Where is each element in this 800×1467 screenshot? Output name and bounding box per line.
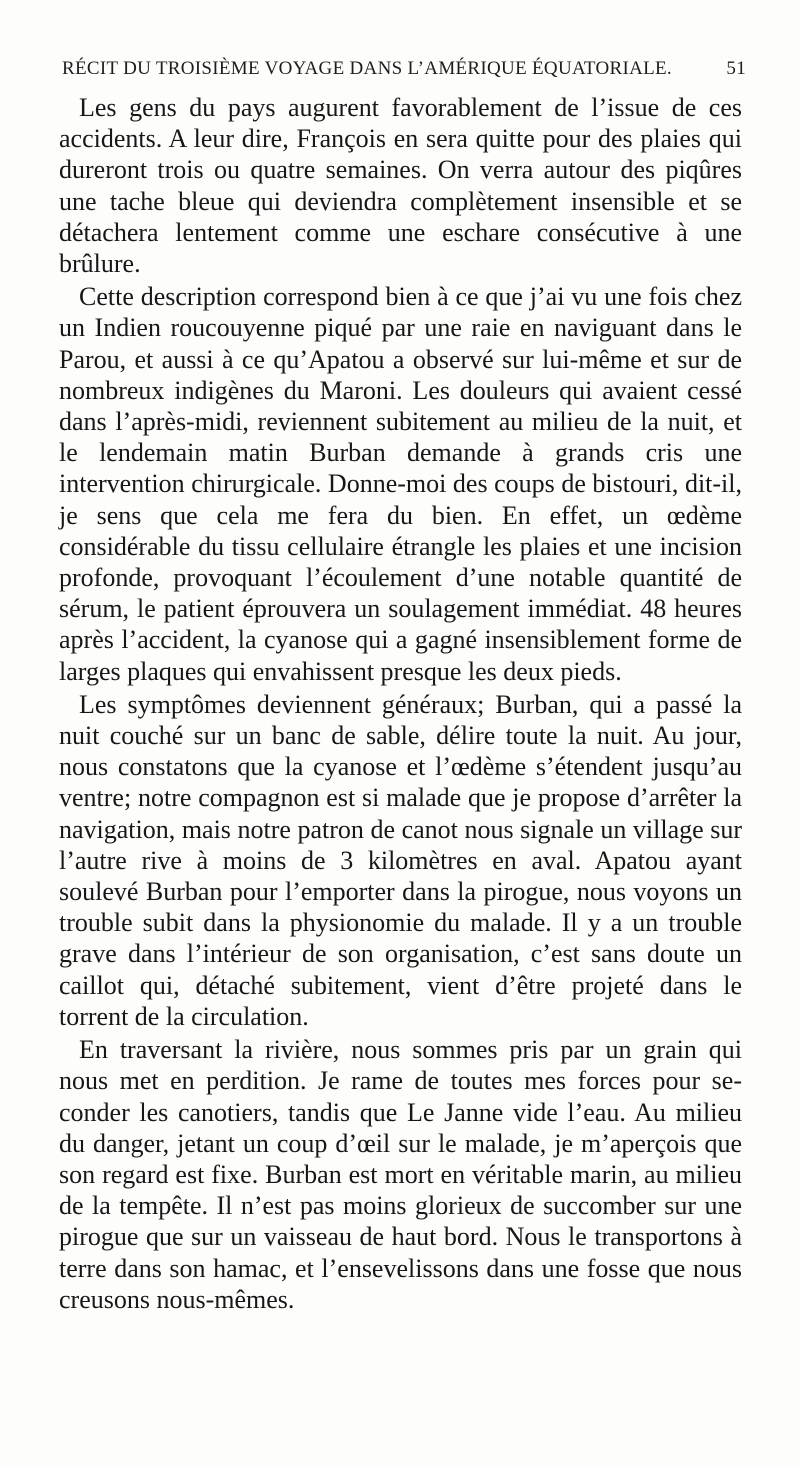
paragraph: Les gens du pays augurent favorablement de l’issue de ces accidents. A leur dire, François en sera quitte pour des plaies qui dureront trois ou quatre semaines. On verra autour des piqûres une tache bleue qui deviendra complètement insensible et se détachera lentement comme une eschare consécutive à une brûlure. <box>59 93 742 279</box>
body-text <box>59 92 742 1317</box>
paragraph: En traversant la rivière, nous sommes pris par un grain qui nous met en perdition. Je rame de toutes mes forces pour seconder les canotiers, tandis que Le Janne vide l’eau. Au milieu du danger, jetant un coup d’œil sur le malade, je m’aperçois que son regard est fixe. Burban est mort en véritable marin, au milieu de la tempête. Il n’est pas moins glorieux de succomber sur une pirogue que sur un vaisseau de haut bord. Nous le transportons à terre dans son hamac, et l’ensevelissons dans une fosse que nous creusons nous-mêmes. <box>59 1035 742 1314</box>
paragraph: Les symptômes deviennent généraux; Burban, qui a passé la nuit couché sur un banc de sable, délire toute la nuit. Au jour, nous constatons que la cyanose et l’œdème s’étendent jusqu’au ventre; notre compagnon est si malade que je propose d’arrêter la navigation, mais notre patron de canot nous signale un village sur l’autre rive à moins de 3 kilomètres en aval. Apatou ayant soulevé Burban pour l’emporter dans la pirogue, nous voyons un trouble subit dans la physionomie du malade. Il y a un trouble grave dans l’intérieur de son organisation, c’est sans doute un caillot qui, détaché subitement, vient d’être projeté dans le torrent de la circulation. <box>59 689 742 1031</box>
running-head-title: RÉCIT DU TROISIÈME VOYAGE DANS L’AMÉRIQUE ÉQUATORIALE. <box>62 58 672 79</box>
running-head <box>62 58 746 86</box>
page-number: 51 <box>726 58 746 79</box>
paragraph: Cette description correspond bien à ce que j’ai vu une fois chez un Indien roucouyenne piqué par une raie en naviguant dans le Parou, et aussi à ce qu’Apatou a observé sur lui-même et sur de nombreux indigènes du Maroni. Les douleurs qui avaient cessé dans l’après-midi, reviennent subitement au milieu de la nuit, et le lendemain matin Burban demande à grands cris une intervention chirurgicale. Donne-moi des coups de bistouri, dit-il, je sens que cela me fera du bien. En effet, un œdème considérable du tissu cellulaire étrangle les plaies et une incision profonde, provoquant l’écoulement d’une notable quantité de sérum, le patient éprouvera un soulagement immédiat. 48 heures après l’accident, la cyanose qui a gagné insensiblement forme de larges plaques qui envahissent presque les deux pieds. <box>59 282 742 686</box>
